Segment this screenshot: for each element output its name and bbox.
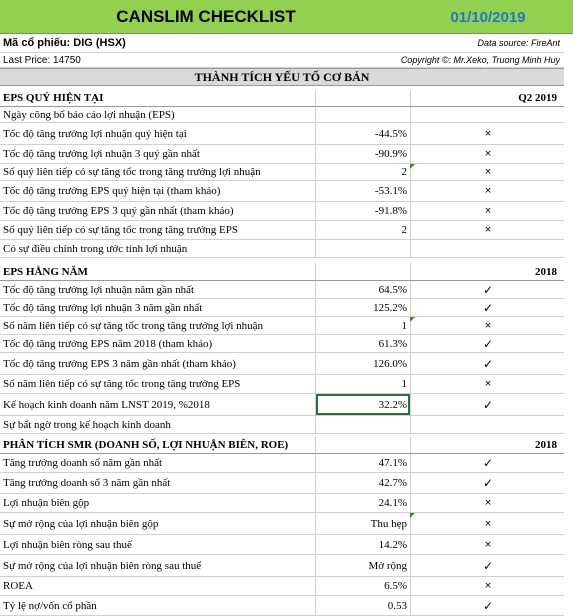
section-period[interactable]: 2018 [535,439,557,451]
column-divider [410,577,411,595]
section-title[interactable]: EPS HẰNG NĂM [3,265,88,278]
column-divider [410,416,411,433]
metric-label[interactable]: Kế hoạch kinh doanh năm LNST 2019, %2018 [3,398,210,411]
metric-label[interactable]: Tỷ lệ nợ/vốn cổ phần [3,599,97,612]
column-divider [410,202,411,220]
checklist-row [0,221,573,240]
cross-icon[interactable]: × [484,186,492,196]
metric-value[interactable]: 64.5% [378,283,407,296]
metric-value[interactable]: 24.1% [378,497,407,509]
column-divider [410,90,411,106]
empty-mark[interactable] [412,240,564,257]
column-divider [410,437,411,453]
checklist-row [0,123,573,145]
metric-label[interactable]: Lợi nhuận biên ròng sau thuế [3,538,132,551]
checklist-row [0,107,573,123]
metric-value[interactable]: 1 [401,319,407,332]
metric-label[interactable]: Lợi nhuận biên gộp [3,497,90,509]
metric-label[interactable]: Tốc độ tăng trưởng EPS 3 năm gần nhất (tham khảo) [3,357,236,370]
checklist-row [0,416,573,434]
checklist-row [0,513,573,535]
cross-icon[interactable]: × [484,225,492,235]
copyright: Copyright ©: Mr.Xeko, Truong Minh Huy [400,55,560,65]
section-title[interactable]: PHÂN TÍCH SMR (DOANH SỐ, LỢI NHUẬN BIÊN, ROE) [3,439,289,451]
metric-label[interactable]: Tốc độ tăng trưởng lợi nhuận 3 quý gần nhất [3,148,200,160]
checklist-row [0,394,573,416]
metric-value[interactable]: Thu hẹp [370,517,407,530]
metric-label[interactable]: Số quý liên tiếp có sự tăng tốc trong tăng trưởng lợi nhuận [3,166,261,178]
check-icon[interactable]: ✓ [482,476,494,490]
column-divider [315,90,316,106]
metric-value[interactable]: -91.8% [374,205,407,217]
cross-icon[interactable]: × [484,379,492,389]
checklist-row [0,454,573,473]
metric-value[interactable]: 0.53 [387,599,407,612]
metric-label[interactable]: Tốc độ tăng trưởng lợi nhuận quý hiện tại [3,127,187,140]
checklist-row [0,164,573,181]
column-divider [410,596,411,615]
metric-label[interactable]: Tăng trưởng doanh số năm gần nhất [3,457,163,469]
column-divider [410,335,411,352]
column-divider [410,454,411,472]
column-divider [410,107,411,122]
sheet-title: CANSLIM CHECKLIST [116,7,296,26]
column-divider [410,375,411,393]
metric-label[interactable]: ROEA [3,580,33,592]
metric-value[interactable]: 125.2% [373,301,407,314]
check-icon[interactable]: ✓ [482,397,494,412]
fundamentals-band [0,68,573,86]
metric-label[interactable]: Sự mở rộng của lợi nhuận biên gộp [3,517,159,530]
check-icon[interactable]: ✓ [482,282,494,297]
comment-indicator-icon [410,164,415,169]
checklist-row [0,281,573,299]
checklist-row [0,181,573,202]
cross-icon[interactable]: × [484,581,492,591]
column-divider [410,123,411,144]
metric-value[interactable]: -53.1% [374,185,407,197]
checklist-row [0,375,573,394]
checklist-row [0,317,573,335]
empty-mark[interactable] [412,416,564,433]
checklist-row [0,240,573,258]
empty-mark[interactable] [412,107,564,122]
checklist-row [0,145,573,164]
metric-value[interactable]: 1 [401,378,407,390]
cross-icon[interactable]: × [484,149,492,159]
cross-icon[interactable]: × [484,498,492,508]
metric-value[interactable]: 126.0% [373,357,407,370]
check-icon[interactable]: ✓ [482,356,494,371]
column-divider [410,181,411,201]
metric-label[interactable]: Sự mở rộng của lợi nhuận biên ròng sau thuế [3,559,202,572]
metric-label[interactable]: Tốc độ tăng trưởng lợi nhuận 3 năm gần nhất [3,301,203,314]
column-divider [410,535,411,554]
cross-icon[interactable]: × [484,128,492,139]
column-divider [315,263,316,280]
column-divider [410,473,411,493]
metric-value[interactable]: 6.5% [384,580,407,592]
check-icon[interactable]: ✓ [482,336,494,351]
column-divider [410,263,411,280]
column-divider [410,221,411,239]
metric-label[interactable]: Có sự điều chỉnh trong ước tính lợi nhuận [3,242,188,255]
column-divider [410,281,411,298]
metric-value[interactable]: 14.2% [378,538,407,551]
metric-value[interactable]: 61.3% [378,337,407,350]
metric-label[interactable]: Số năm liên tiếp có sự tăng tốc trong tăng trưởng lợi nhuận [3,319,264,332]
metric-value[interactable]: 2 [401,166,407,178]
band-title: THÀNH TÍCH YẾU TỐ CƠ BẢN [194,69,370,84]
sheet-edge [564,34,573,616]
column-divider [410,353,411,374]
section-title[interactable]: EPS QUÝ HIỆN TẠI [3,92,104,104]
sheet-date: 01/10/2019 [450,8,526,26]
column-divider [410,299,411,316]
metric-label[interactable]: Sự bất ngờ trong kế hoạch kinh doanh [3,418,171,431]
metric-label[interactable]: Tăng trưởng doanh số 3 năm gần nhất [3,477,171,489]
cross-icon[interactable]: × [484,518,492,529]
checklist-row [0,299,573,317]
metric-label[interactable]: Số năm liên tiếp có sự tăng tốc trong tăng trưởng EPS [3,378,241,390]
check-icon[interactable]: ✓ [482,558,494,573]
section-header [0,263,573,281]
check-icon[interactable]: ✓ [482,456,494,470]
column-divider [410,494,411,512]
column-divider [410,145,411,163]
metric-value[interactable]: -90.9% [374,148,407,160]
checklist-row [0,494,573,513]
checklist-row [0,596,573,616]
section-period[interactable]: 2018 [535,265,557,278]
metric-label[interactable]: Ngày công bố báo cáo lợi nhuận (EPS) [3,108,175,121]
section-header [0,437,573,454]
checklist-row [0,555,573,577]
checklist-row [0,473,573,494]
metric-value[interactable]: 47.1% [378,457,407,469]
checklist-row [0,202,573,221]
metric-label[interactable]: Số quý liên tiếp có sự tăng tốc trong tăng trưởng EPS [3,224,238,236]
column-divider [315,437,316,453]
comment-indicator-icon [410,317,415,322]
cross-icon[interactable]: × [484,539,492,550]
metric-value[interactable]: 32.2% [316,394,410,415]
metric-value[interactable] [316,240,410,257]
metric-label[interactable]: Tốc độ tăng trưởng lợi nhuận năm gần nhất [3,283,195,296]
column-divider [410,555,411,576]
checklist-row [0,335,573,353]
ticker-label[interactable]: Mã cổ phiếu: DIG (HSX) [3,37,126,49]
metric-label[interactable]: Tốc độ tăng trưởng EPS quý hiện tại (tham khảo) [3,185,221,197]
metric-value[interactable]: 42.7% [378,477,407,489]
column-divider [410,240,411,257]
last-price-row [0,53,573,68]
metric-value[interactable]: -44.5% [374,127,407,140]
last-price[interactable]: Last Price: 14750 [3,54,81,66]
metric-value[interactable]: Mở rộng [368,559,407,572]
ticker-row [0,34,573,53]
cross-icon[interactable]: × [484,320,492,331]
section-period[interactable]: Q2 2019 [518,92,557,104]
check-icon[interactable]: ✓ [482,300,494,315]
data-source: Data source: FireAnt [477,38,560,48]
cross-icon[interactable]: × [484,167,492,177]
title-bar [0,0,573,34]
check-icon[interactable]: ✓ [482,598,494,613]
metric-value[interactable] [316,107,410,122]
section-header [0,90,573,107]
checklist-row [0,535,573,555]
comment-indicator-icon [410,513,415,518]
metric-label[interactable]: Tốc độ tăng trưởng EPS năm 2018 (tham khảo) [3,337,213,350]
cross-icon[interactable]: × [484,206,492,216]
metric-value[interactable] [316,416,410,433]
column-divider [410,394,411,415]
metric-label[interactable]: Tốc độ tăng trưởng EPS 3 quý gần nhất (tham khảo) [3,205,234,217]
checklist-row [0,353,573,375]
checklist-row [0,577,573,596]
metric-value[interactable]: 2 [401,224,407,236]
